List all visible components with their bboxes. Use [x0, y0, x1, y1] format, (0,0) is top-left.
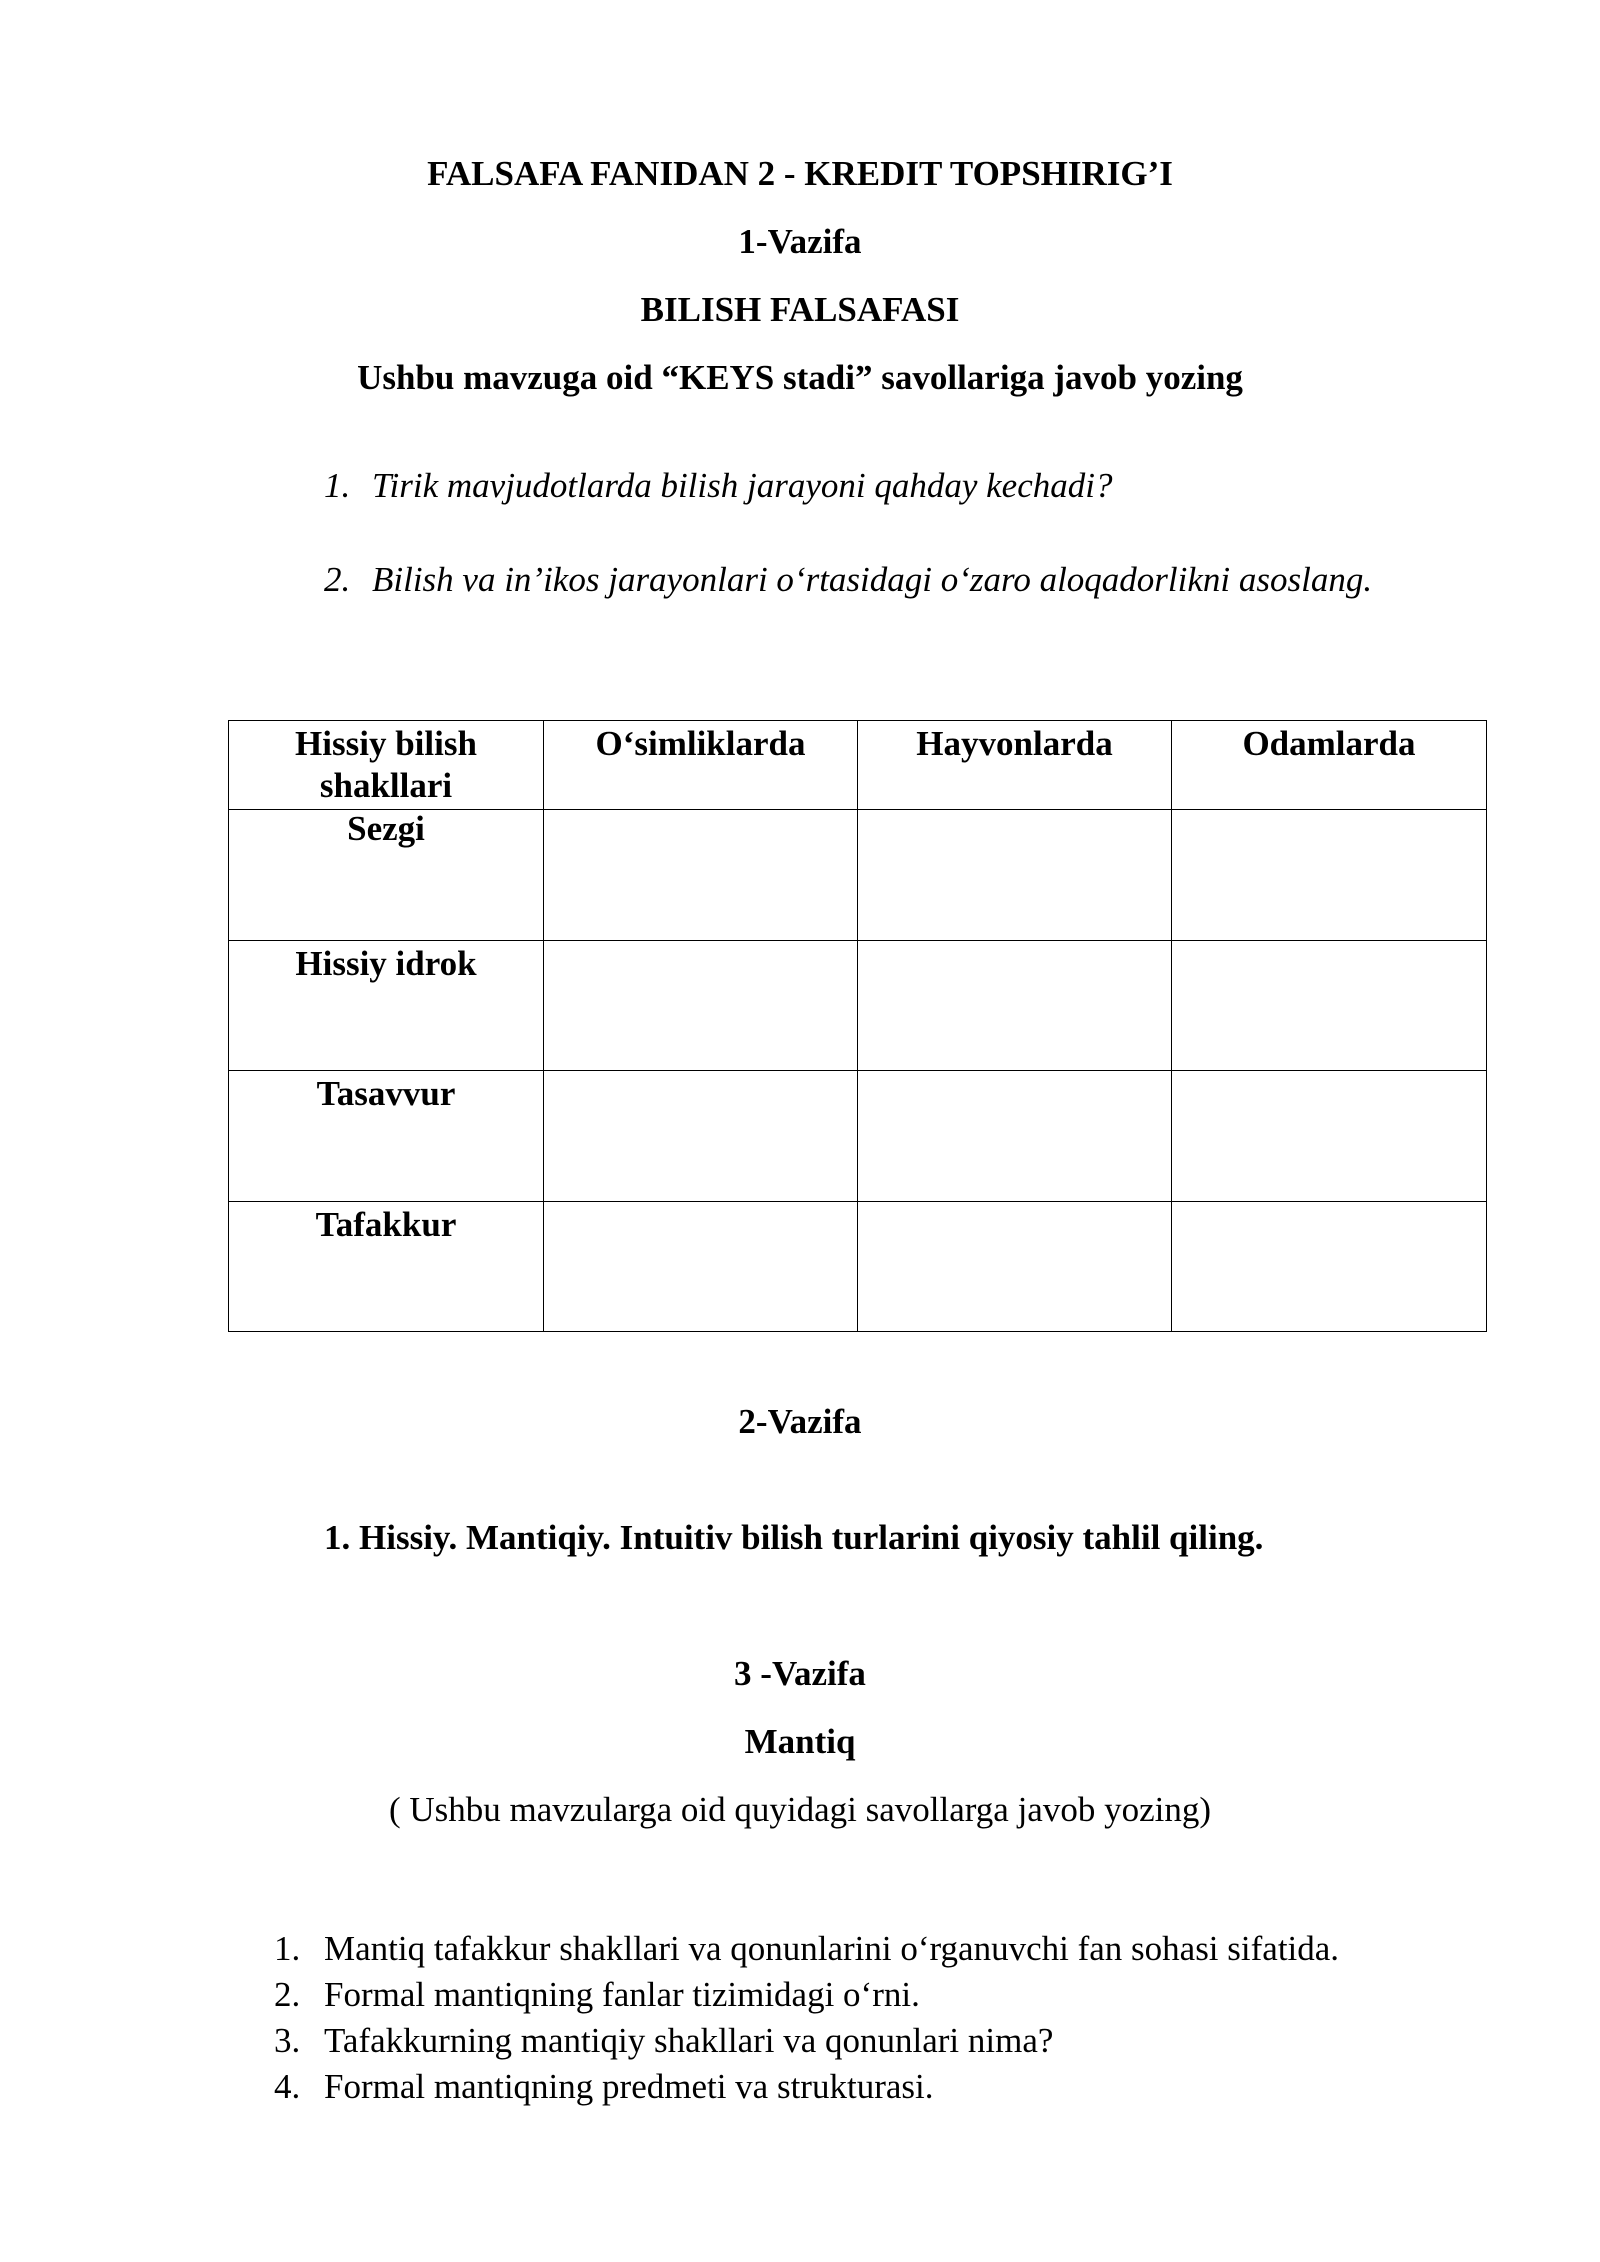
row-label: Sezgi — [347, 809, 425, 849]
empty-cell[interactable] — [858, 940, 1172, 1070]
task3-question — [274, 2064, 933, 2110]
task3-topic: Mantiq — [744, 1722, 856, 1761]
question-number: 3. — [274, 2021, 301, 2060]
table-header-cell: O‘simliklarda — [544, 721, 858, 810]
question-text: Tirik mavjudotlarda bilish jarayoni qahday kechadi? — [372, 466, 1113, 505]
task3-question — [274, 2018, 1053, 2064]
empty-cell[interactable] — [544, 1201, 858, 1331]
table-row — [229, 810, 1487, 940]
task1-question — [324, 558, 1372, 602]
table-header-row — [229, 721, 1487, 810]
row-label-cell: Tasavvur — [229, 1071, 544, 1201]
row-label-cell: Tafakkur — [229, 1201, 544, 1331]
question-text: Mantiq tafakkur shakllari va qonunlarini o‘rganuvchi fan sohasi sifatida. — [324, 1929, 1340, 1968]
empty-cell[interactable] — [858, 1201, 1172, 1331]
empty-cell[interactable] — [544, 1071, 858, 1201]
task3-instruction: ( Ushbu mavzularga oid quyidagi savollarga javob yozing) — [389, 1790, 1211, 1829]
empty-cell[interactable] — [1172, 810, 1487, 940]
task3-question — [274, 1926, 1339, 1972]
empty-cell[interactable] — [1172, 940, 1487, 1070]
table-header-cell: Hissiy bilish shakllari — [229, 721, 544, 810]
task1-topic: BILISH FALSAFASI — [640, 290, 960, 329]
sensory-cognition-table — [228, 720, 1487, 1332]
question-text: Bilish va in’ikos jarayonlari o‘rtasidagi o‘zaro aloqadorlikni asoslang. — [372, 560, 1373, 599]
empty-cell[interactable] — [544, 810, 858, 940]
empty-cell[interactable] — [1172, 1201, 1487, 1331]
question-number: 1. — [274, 1929, 301, 1968]
table-header-cell: Hayvonlarda — [858, 721, 1172, 810]
row-label-cell — [229, 810, 544, 940]
task2-label: 2-Vazifa — [738, 1402, 862, 1441]
task1-question — [324, 464, 1112, 508]
table-row — [229, 1071, 1487, 1201]
question-number: 2. — [324, 560, 351, 599]
empty-cell[interactable] — [544, 940, 858, 1070]
task3-label: 3 -Vazifa — [734, 1654, 866, 1693]
document-title: FALSAFA FANIDAN 2 - KREDIT TOPSHIRIG’I — [427, 154, 1173, 193]
table-row — [229, 1201, 1487, 1331]
table-row — [229, 940, 1487, 1070]
empty-cell[interactable] — [858, 810, 1172, 940]
table-header-cell: Odamlarda — [1172, 721, 1487, 810]
task1-instruction: Ushbu mavzuga oid “KEYS stadi” savollariga javob yozing — [357, 358, 1243, 397]
task2-item: 1. Hissiy. Mantiqiy. Intuitiv bilish turlarini qiyosiy tahlil qiling. — [324, 1518, 1264, 1557]
row-label-cell: Hissiy idrok — [229, 940, 544, 1070]
question-text: Formal mantiqning fanlar tizimidagi o‘rni. — [324, 1975, 920, 2014]
question-number: 1. — [324, 466, 351, 505]
question-text: Formal mantiqning predmeti va strukturasi. — [324, 2067, 934, 2106]
task1-label: 1-Vazifa — [738, 222, 862, 261]
empty-cell[interactable] — [1172, 1071, 1487, 1201]
task3-question — [274, 1972, 920, 2018]
question-number: 2. — [274, 1975, 301, 2014]
empty-cell[interactable] — [858, 1071, 1172, 1201]
question-text: Tafakkurning mantiqiy shakllari va qonunlari nima? — [324, 2021, 1054, 2060]
question-number: 4. — [274, 2067, 301, 2106]
